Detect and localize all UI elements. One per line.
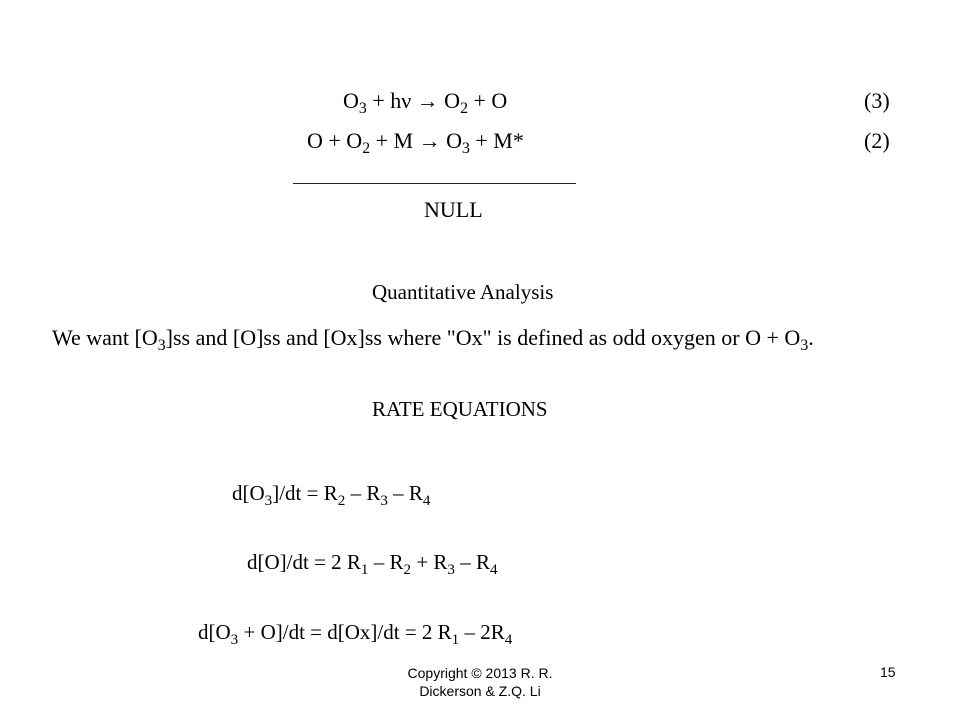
copyright-line-1: Copyright © 2013 R. R. — [407, 665, 553, 681]
copyright-footer — [370, 664, 590, 700]
statement-text: We want $[O_3]ss$ and [O]ss and [Ox]ss where "Ox" is defined as odd oxygen or $O + O_3$. — [52, 325, 814, 355]
copyright-line-2: Dickerson & Z.Q. Li — [419, 683, 541, 699]
reaction-2: $O + O_2 + M \to O_3 + M*$ — [307, 128, 524, 158]
rate-equation-ox: $d[O_3 + O]/dt = d[Ox]/dt = 2$ $R_1 - 2R_4$ — [198, 620, 513, 648]
page-number: 15 — [880, 664, 896, 680]
reaction-1: $O_3 + h\nu \to O_2 + O$ — [343, 88, 508, 118]
rate-equation-o3: $d[O_3]/dt = R_2 - R_3 - R_4$ — [232, 481, 431, 509]
reaction-1-number: (3) — [864, 88, 890, 113]
rate-equation-o: d[O]/dt = 2 $R_1 - R_2 + R_3 - R_4$ — [247, 550, 498, 578]
section-title: Quantitative Analysis — [372, 280, 554, 304]
net-result: NULL — [424, 197, 483, 222]
sum-rule — [293, 183, 576, 184]
reaction-2-number: (2) — [864, 128, 890, 153]
rate-equations-title: RATE EQUATIONS — [372, 397, 548, 421]
